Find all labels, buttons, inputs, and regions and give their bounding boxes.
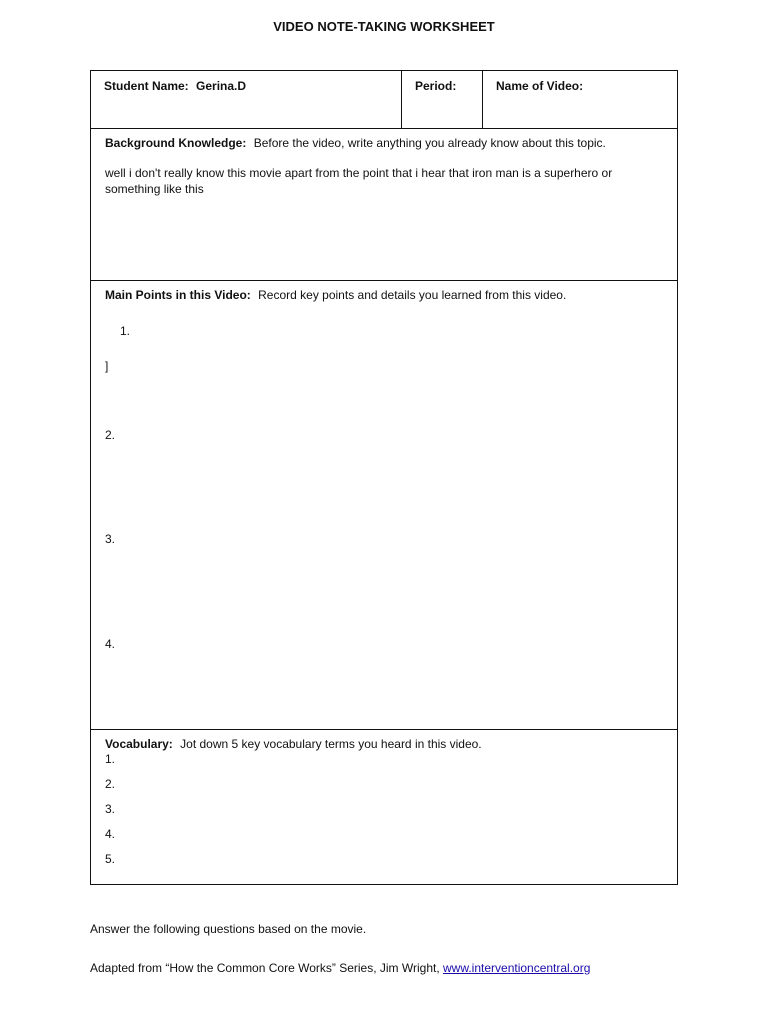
vocabulary-item-1: 1. (105, 752, 116, 766)
main-point-stray-mark: ] (105, 359, 109, 373)
main-points-label: Main Points in this Video: (105, 288, 251, 302)
main-points-prompt: Record key points and details you learned from this video. (258, 288, 567, 302)
vocabulary-item-4: 4. (105, 827, 116, 841)
header-row (91, 71, 677, 128)
vocabulary-label: Vocabulary: (105, 737, 173, 751)
background-knowledge-section[interactable] (91, 128, 677, 280)
period-label: Period: (415, 79, 457, 93)
vocabulary-item-3: 3. (105, 802, 116, 816)
background-label: Background Knowledge: (105, 136, 247, 150)
vocabulary-section[interactable] (91, 729, 677, 884)
student-name-label: Student Name: (104, 79, 189, 93)
student-name-cell[interactable] (91, 71, 402, 128)
vocabulary-list (105, 753, 663, 878)
main-point-item-3: 3. (105, 532, 116, 546)
worksheet-table (90, 70, 678, 885)
main-point-item-2: 2. (105, 428, 116, 442)
video-name-cell[interactable] (483, 71, 677, 128)
vocabulary-prompt: Jot down 5 key vocabulary terms you heard in this video. (180, 737, 482, 751)
background-answer: well i don't really know this movie apart from the point that i hear that iron man is a superhero or something like this (105, 166, 613, 196)
vocabulary-item-5: 5. (105, 852, 116, 866)
background-prompt: Before the video, write anything you already know about this topic. (253, 136, 606, 150)
credit-text: Adapted from “How the Common Core Works” Series, Jim Wright, (90, 961, 443, 975)
credit-line (90, 961, 590, 975)
page-title: VIDEO NOTE-TAKING WORKSHEET (273, 19, 495, 34)
main-point-item-4: 4. (105, 637, 116, 651)
main-point-item-1: 1. (120, 324, 131, 338)
period-cell[interactable] (402, 71, 483, 128)
intervention-central-link[interactable]: www.interventioncentral.org (443, 961, 591, 975)
vocabulary-item-2: 2. (105, 777, 116, 791)
questions-instruction: Answer the following questions based on the movie. (90, 922, 367, 936)
main-points-section[interactable] (91, 280, 677, 729)
student-name-value: Gerina.D (196, 79, 247, 93)
video-name-label: Name of Video: (496, 79, 584, 93)
